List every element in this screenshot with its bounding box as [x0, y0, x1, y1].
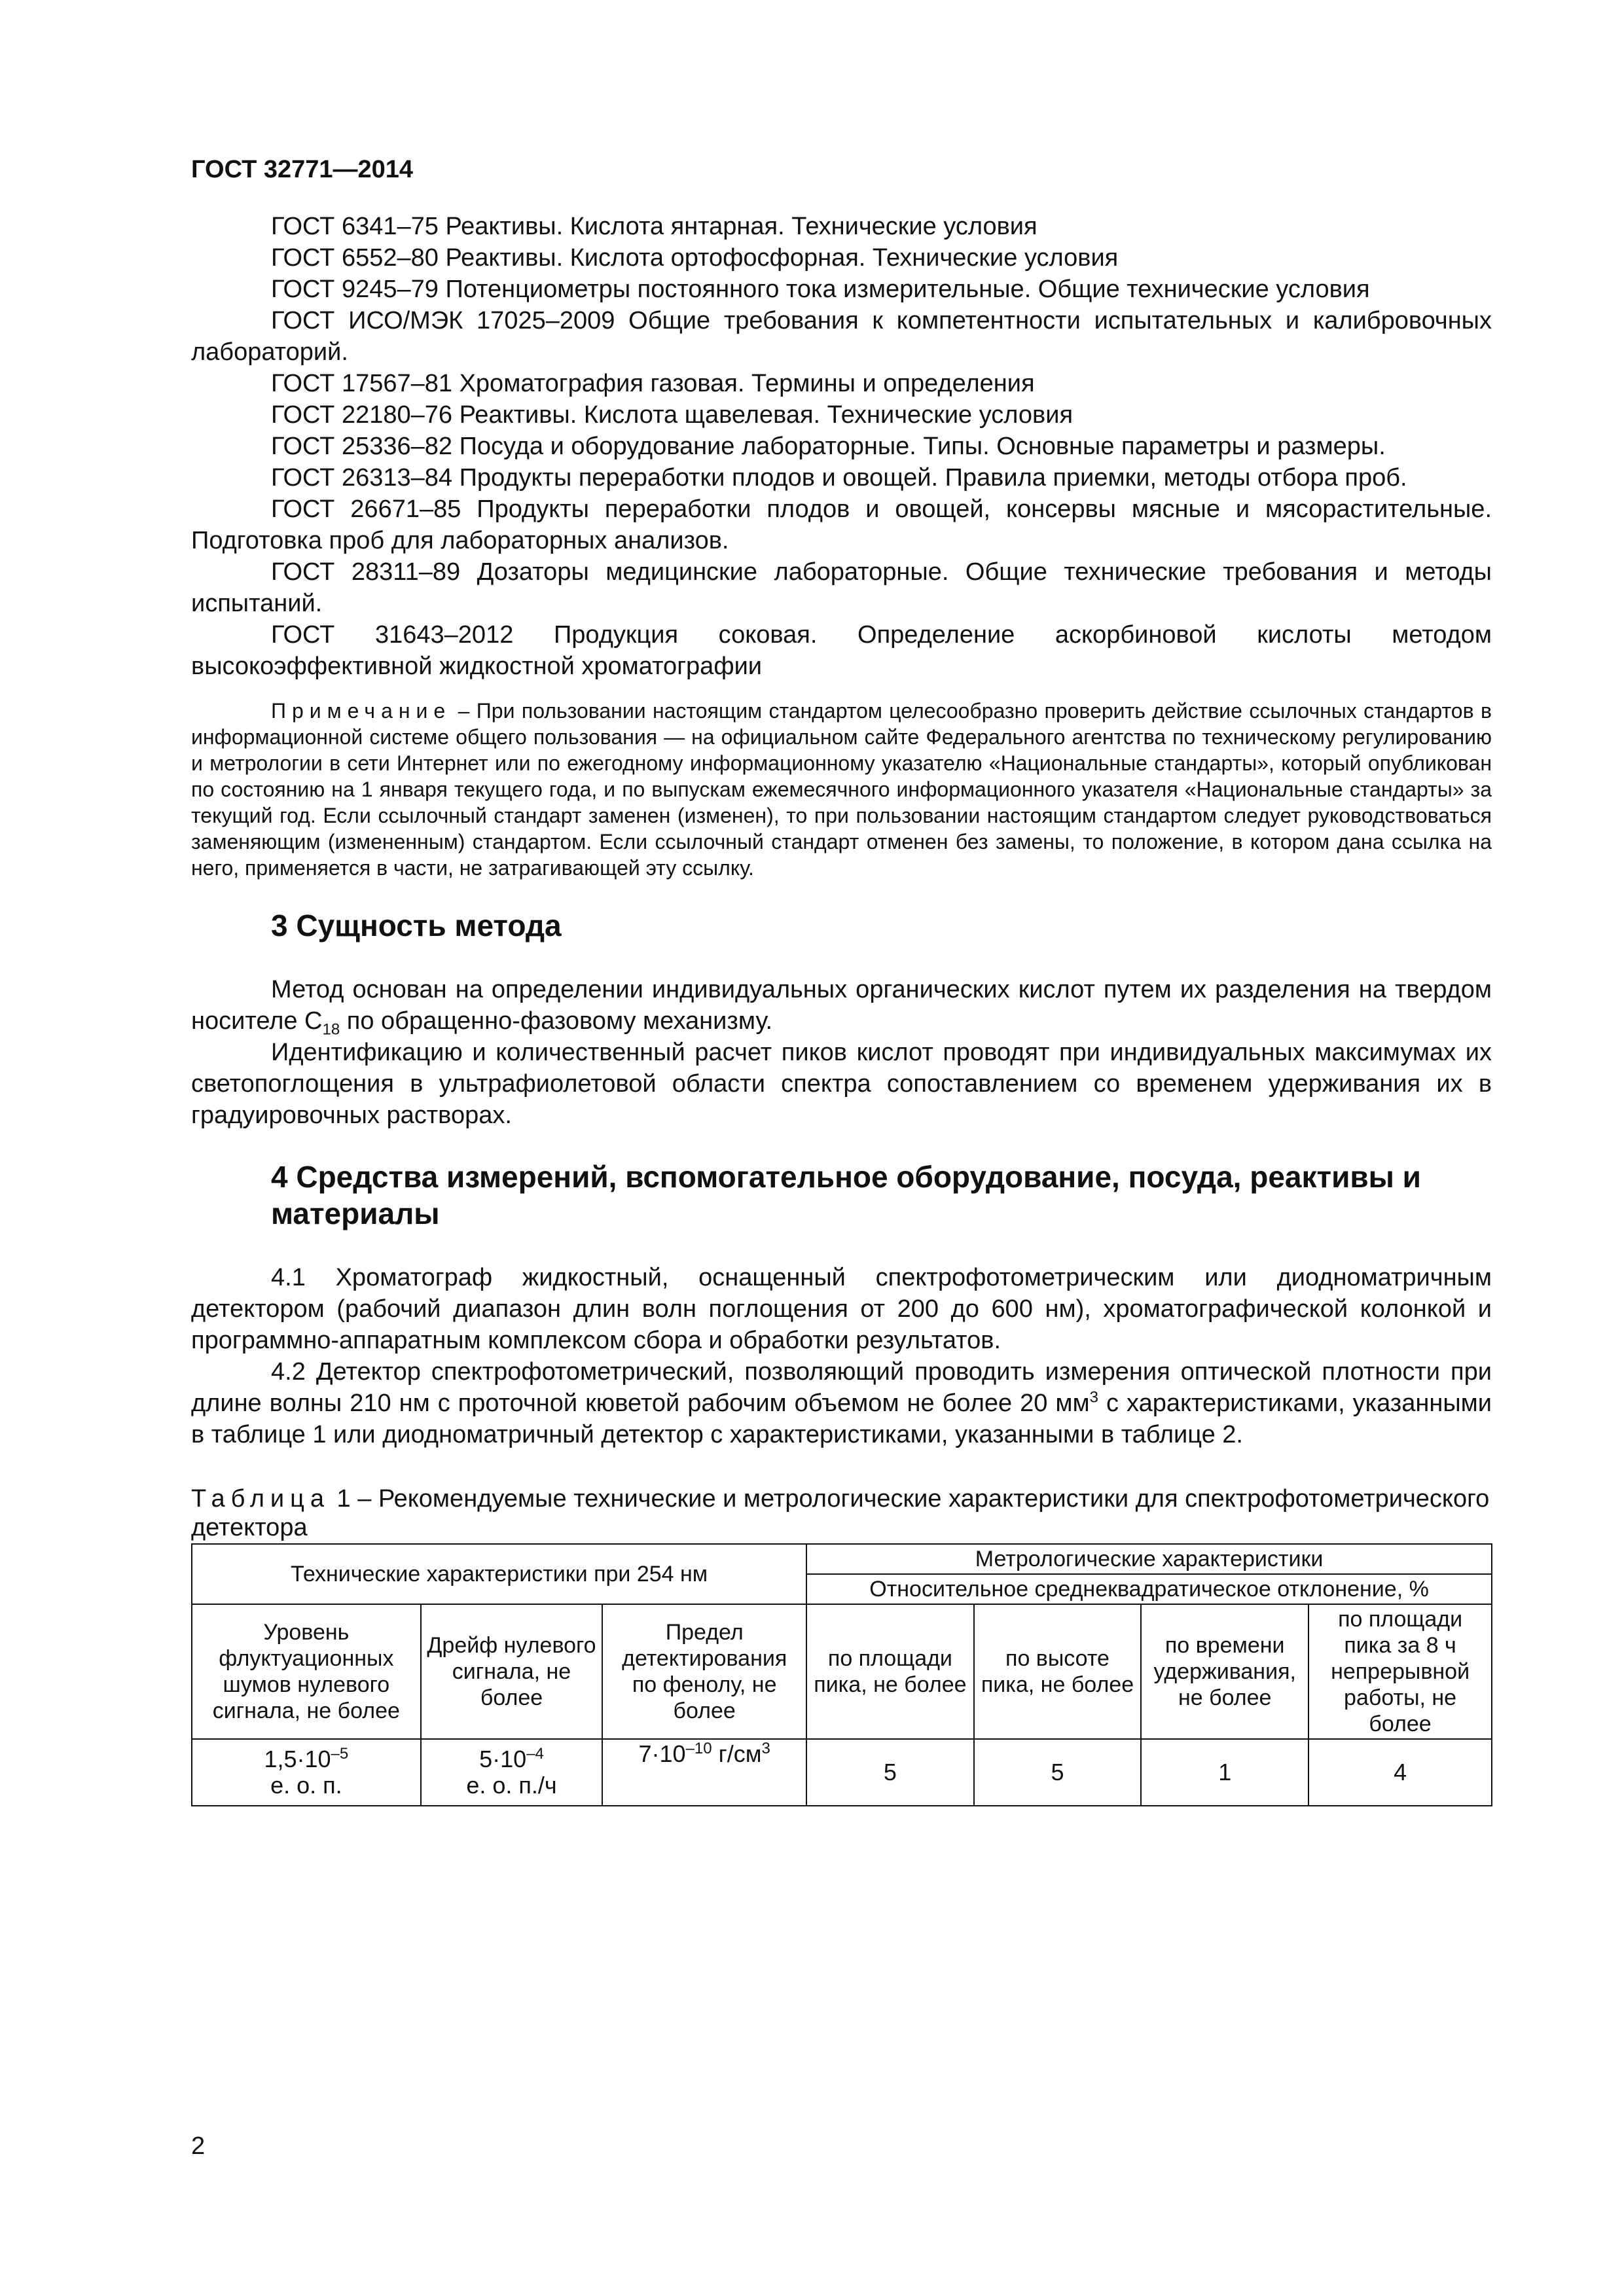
table-cell: $7\cdot 10^{-10}$ $г/см^3$ — [602, 1739, 806, 1806]
reference-item: ГОСТ 26671–85 Продукты переработки плодов и овощей, консервы мясные и мясорастительные. Подготовка проб для лабораторных анализов. — [191, 495, 1492, 554]
reference-item: ГОСТ 22180–76 Реактивы. Кислота щавелевая. Технические условия — [271, 401, 1074, 429]
table-label: Таблица — [191, 1485, 330, 1513]
reference-item: ГОСТ 31643–2012 Продукция соковая. Определение аскорбиновой кислоты методом высокоэффективной жидкостной хроматографии — [191, 621, 1492, 680]
table-header-row — [192, 1604, 1492, 1739]
table-cell: 4 — [1308, 1739, 1492, 1806]
document-header: ГОСТ 32771—2014 — [191, 156, 414, 183]
column-header: по времени удерживания, не более — [1141, 1604, 1308, 1739]
header-metrological-characteristics: Метрологические характеристики — [806, 1544, 1492, 1574]
reference-item: ГОСТ 17567–81 Хроматография газовая. Термины и определения — [271, 370, 1035, 397]
table-cell: $1,5\cdot 10^{-5}$ е. о. п. — [192, 1739, 421, 1806]
reference-item: ГОСТ 9245–79 Потенциометры постоянного тока измерительные. Общие технические условия — [271, 276, 1370, 303]
reference-item: ГОСТ 25336–82 Посуда и оборудование лабораторные. Типы. Основные параметры и размеры. — [271, 433, 1386, 460]
note-text: – При пользовании настоящим стандартом целесообразно проверить действие ссылочных стандартов в информационной системе общего пользования — на официальном сайте Федерального агентства по техническому регулированию и метрологии в сети Интернет или по ежегодному информационному указателю «Национальные стандарты», который опубликован по состоянию на 1 января текущего года, и по выпускам ежемесячного информационного указателя «Национальные стандарты» за текущий год. Если ссылочный стандарт заменен (изменен), то при пользовании настоящим стандартом следует руководствоваться заменяющим (измененным) стандартом. Если ссылочный стандарт отменен без замены, то положение, в котором дана ссылка на него, применяется в части, не затрагивающей эту ссылку. — [191, 699, 1492, 880]
column-header: по высоте пика, не более — [974, 1604, 1142, 1739]
table-cell: 1 — [1141, 1739, 1308, 1806]
column-header: по площади пика за 8 ч непрерывной работы, не более — [1308, 1604, 1492, 1739]
table-1 — [191, 1543, 1492, 1806]
section-3-paragraph-2: Идентификацию и количественный расчет пиков кислот проводят при индивидуальных максимумах их светопоглощения в ультрафиолетовой области спектра сопоставлением со временем удерживания их в градуировочных растворах. — [191, 1039, 1492, 1129]
table-header-row — [192, 1544, 1492, 1574]
column-header: по площади пика, не более — [806, 1604, 974, 1739]
references-list — [191, 211, 1492, 682]
note-label: Примечание — [271, 699, 452, 723]
column-header: Предел детектирования по фенолу, не более — [602, 1604, 806, 1739]
column-header: Уровень флуктуационных шумов нулевого сигнала, не более — [192, 1604, 421, 1739]
page-content — [191, 211, 1492, 1806]
reference-item: ГОСТ 28311–89 Дозаторы медицинские лабораторные. Общие технические требования и методы испытаний. — [191, 558, 1492, 617]
clause-4-2: 4.2 Детектор спектрофотометрический, позволяющий проводить измерения оптической плотности при длине волны 210 нм с проточной кюветой рабочим объемом не более 20 $мм^3$ с характеристиками, указанными в таблице 1 или диодноматричный детектор с характеристиками, указанными в таблице 2. — [191, 1358, 1492, 1448]
note-paragraph — [191, 698, 1492, 881]
page-number: 2 — [191, 2132, 206, 2160]
table-caption-text: 1 – Рекомендуемые технические и метрологические характеристики для спектрофотометрического детектора — [191, 1485, 1490, 1541]
section-3-paragraph-1: Метод основан на определении индивидуальных органических кислот путем их разделения на твердом носителе $С_{18}$ по обращенно-фазовому механизму. — [191, 976, 1492, 1039]
reference-item: ГОСТ 6552–80 Реактивы. Кислота ортофосфорная. Технические условия — [271, 244, 1119, 272]
section-3-title: 3 Сущность метода — [271, 908, 562, 942]
column-header: Дрейф нулевого сигнала, не более — [421, 1604, 603, 1739]
reference-item: ГОСТ 26313–84 Продукты переработки плодов и овощей. Правила приемки, методы отбора проб. — [271, 464, 1407, 492]
reference-item: ГОСТ ИСО/МЭК 17025–2009 Общие требования к компетентности испытательных и калибровочных лабораторий. — [191, 307, 1492, 366]
header-technical-characteristics: Технические характеристики при 254 нм — [192, 1544, 806, 1604]
table-cell: 5 — [974, 1739, 1142, 1806]
header-relative-std-deviation: Относительное среднеквадратическое отклонение, % — [806, 1574, 1492, 1604]
table-row — [192, 1739, 1492, 1806]
table-cell: 5 — [806, 1739, 974, 1806]
table-cell: $5\cdot 10^{-4}$ е. о. п./ч — [421, 1739, 603, 1806]
table-1-caption — [191, 1484, 1492, 1542]
section-4-title: 4 Средства измерений, вспомогательное оборудование, посуда, реактивы и материалы — [271, 1160, 1421, 1230]
clause-4-1: 4.1 Хроматограф жидкостный, оснащенный спектрофотометрическим или диодноматричным детектором (рабочий диапазон длин волн поглощения от 200 до 600 нм), хроматографической колонкой и программно-аппаратным комплексом сбора и обработки результатов. — [191, 1264, 1492, 1354]
reference-item: ГОСТ 6341–75 Реактивы. Кислота янтарная. Технические условия — [271, 213, 1038, 240]
